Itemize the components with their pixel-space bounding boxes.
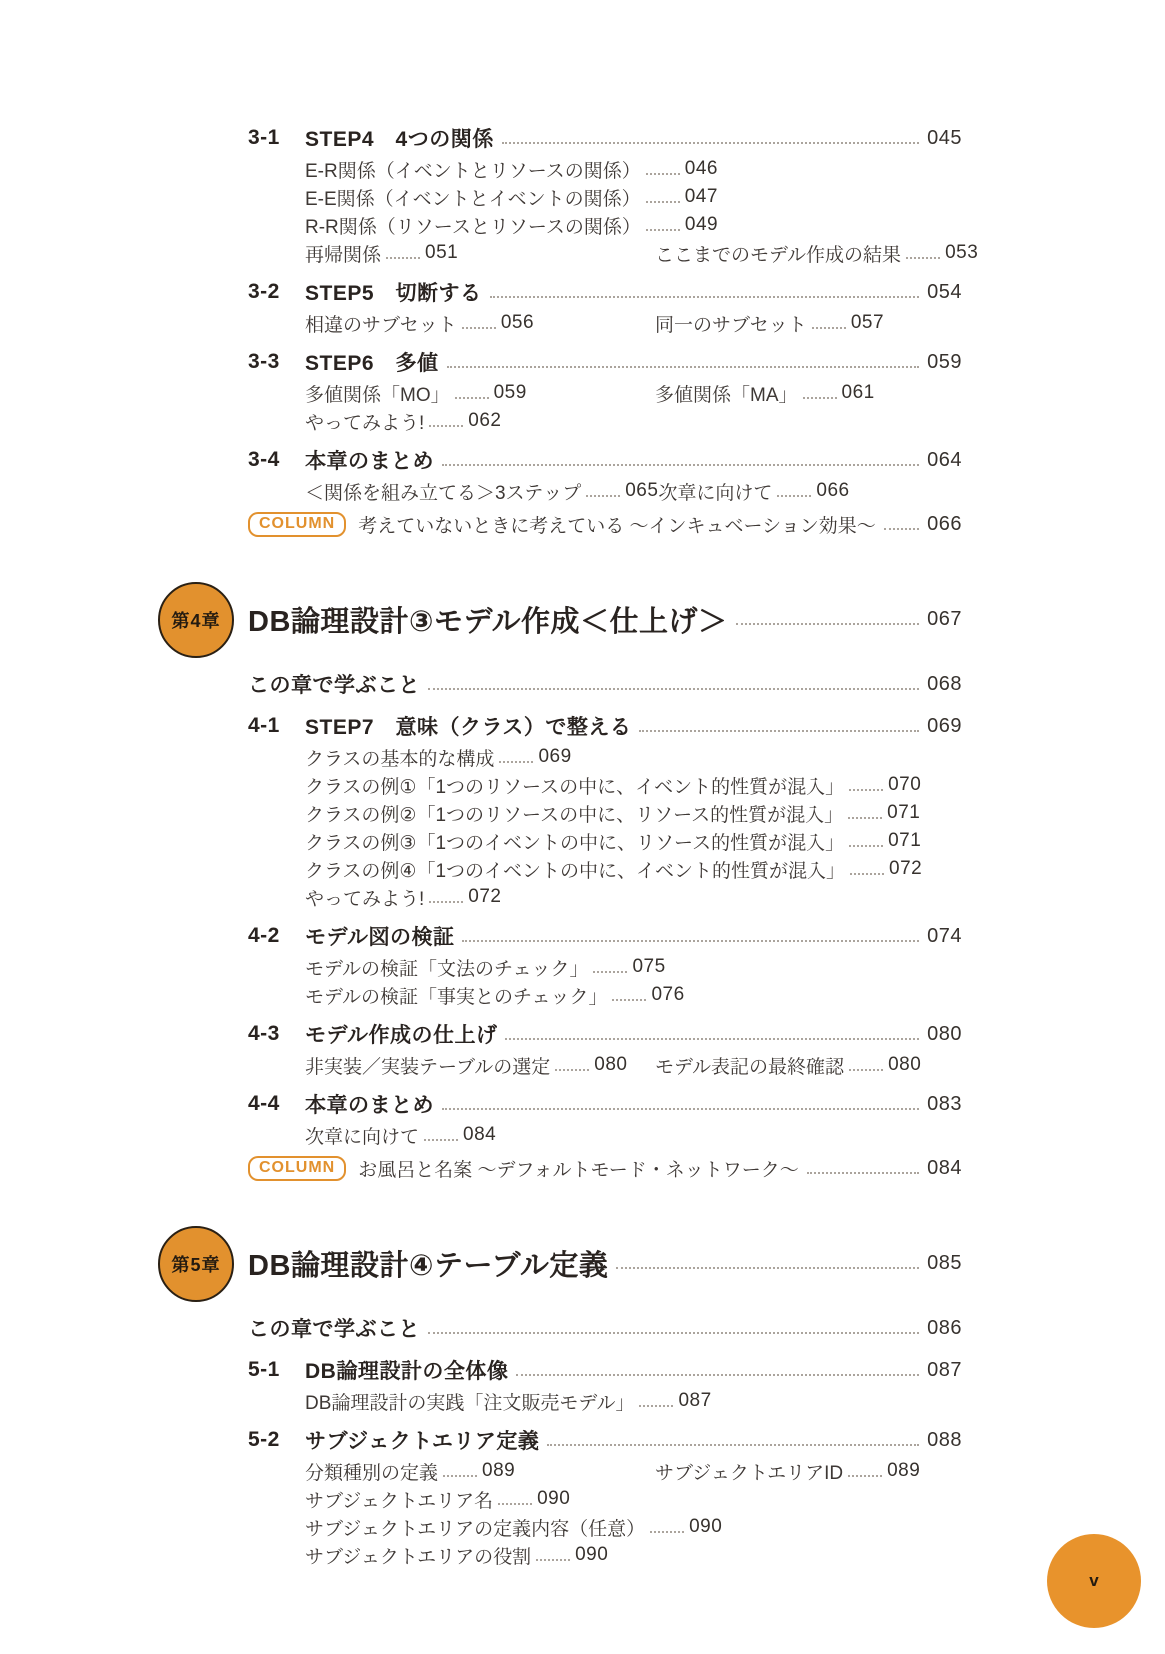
subentry-page-number: 087 bbox=[678, 1390, 712, 1411]
subentry-page-number: 090 bbox=[575, 1544, 609, 1565]
toc-subentry bbox=[305, 1458, 655, 1485]
section-number: 4-3 bbox=[248, 1022, 280, 1045]
toc-subentry-row bbox=[248, 982, 962, 1008]
toc-subentry-row bbox=[248, 884, 962, 910]
dotted-leader bbox=[586, 495, 620, 497]
toc-subentry-row bbox=[248, 156, 962, 182]
section-title: モデル作成の仕上げ bbox=[305, 1024, 498, 1047]
dotted-leader bbox=[812, 327, 846, 329]
subentry-title: 非実装／実装テーブルの選定 bbox=[305, 1056, 551, 1078]
subentry-page-number: 075 bbox=[632, 956, 666, 977]
dotted-leader bbox=[442, 1108, 919, 1110]
section-title: STEP6 多値 bbox=[305, 352, 439, 375]
toc-subentry-row bbox=[248, 240, 979, 266]
subentry-title: クラスの例④「1つのイベントの中に、イベント的性質が混入」 bbox=[305, 860, 846, 882]
dotted-leader bbox=[849, 1069, 883, 1071]
dotted-leader bbox=[646, 173, 680, 175]
dotted-leader bbox=[639, 1405, 673, 1407]
subentry-title: 次章に向けて bbox=[658, 482, 773, 504]
subentry-page-number: 089 bbox=[482, 1460, 516, 1481]
subentry-title: クラスの例②「1つのリソースの中に、リソース的性質が混入」 bbox=[305, 804, 844, 826]
toc-subentry-row bbox=[248, 1486, 962, 1512]
toc-subentry bbox=[655, 310, 884, 337]
subentry-page-number: 071 bbox=[887, 802, 921, 823]
dotted-leader bbox=[848, 817, 882, 819]
toc-section-row bbox=[248, 346, 962, 378]
toc-subentry-row bbox=[248, 828, 962, 854]
toc-subentry-row bbox=[248, 856, 962, 882]
chapter-title: DB論理設計③モデル作成＜仕上げ＞ bbox=[248, 605, 728, 638]
section-number: 3-1 bbox=[248, 126, 280, 149]
toc-subentry-row bbox=[248, 1122, 962, 1148]
section-number: 3-2 bbox=[248, 280, 280, 303]
subentry-page-number: 084 bbox=[463, 1124, 497, 1145]
subentry-title: やってみよう! bbox=[305, 888, 425, 910]
subentry-title: 多値関係「MA」 bbox=[655, 384, 798, 406]
subentry-title: E-E関係（イベントとイベントの関係） bbox=[305, 188, 641, 210]
section-title: 本章のまとめ bbox=[305, 450, 434, 473]
subentry-title: モデル表記の最終確認 bbox=[655, 1056, 845, 1078]
section-number: 3-3 bbox=[248, 350, 280, 373]
toc-subentry-row bbox=[248, 478, 962, 504]
chapter-title: DB論理設計④テーブル定義 bbox=[248, 1249, 609, 1282]
toc-subentry bbox=[305, 212, 718, 239]
toc-subentry-row bbox=[248, 800, 962, 826]
dotted-leader bbox=[447, 366, 920, 368]
toc-subentry-row bbox=[248, 184, 962, 210]
section-title: STEP4 4つの関係 bbox=[305, 128, 494, 151]
dotted-leader bbox=[646, 201, 680, 203]
toc-subentry bbox=[305, 1542, 608, 1569]
section-title: STEP7 意味（クラス）で整える bbox=[305, 716, 632, 739]
learn-page-number: 086 bbox=[927, 1316, 962, 1339]
subentry-title: 再帰関係 bbox=[305, 244, 382, 266]
toc-subentry bbox=[305, 982, 685, 1009]
toc-subentry-row bbox=[248, 1052, 962, 1078]
subentry-page-number: 062 bbox=[468, 410, 502, 431]
dotted-leader bbox=[555, 1069, 589, 1071]
dotted-leader bbox=[499, 761, 533, 763]
toc-subentry-row bbox=[248, 310, 962, 336]
subentry-page-number: 057 bbox=[850, 312, 885, 333]
toc-subentry bbox=[305, 800, 920, 827]
dotted-leader bbox=[547, 1444, 919, 1446]
learn-title: この章で学ぶこと bbox=[248, 674, 420, 697]
subentry-page-number: 076 bbox=[651, 984, 685, 1005]
section-page-number: 064 bbox=[927, 448, 962, 471]
subentry-page-number: 053 bbox=[945, 242, 979, 263]
toc-subentry bbox=[305, 828, 921, 855]
toc-section-row bbox=[248, 710, 962, 742]
dotted-leader bbox=[428, 1332, 919, 1334]
subentry-title: クラスの基本的な構成 bbox=[305, 748, 495, 770]
subentry-title: 相違のサブセット bbox=[305, 314, 457, 336]
toc-subentry bbox=[305, 1122, 496, 1149]
subentry-title: 分類種別の定義 bbox=[305, 1462, 439, 1484]
subentry-page-number: 080 bbox=[888, 1054, 922, 1075]
toc-section-row bbox=[248, 1088, 962, 1120]
toc-section-row bbox=[248, 1424, 962, 1456]
toc-section-row bbox=[248, 1354, 962, 1386]
dotted-leader bbox=[455, 397, 489, 399]
subentry-page-number: 046 bbox=[684, 158, 718, 179]
dotted-leader bbox=[462, 327, 496, 329]
column-title: 考えていないときに考えている ～インキュベーション効果～ bbox=[358, 515, 876, 537]
chapter-badge: 第4章 bbox=[158, 582, 234, 658]
toc-column-row bbox=[248, 508, 962, 540]
toc-section-row bbox=[248, 276, 962, 308]
toc-subentry-row bbox=[248, 1514, 962, 1540]
section-page-number: 069 bbox=[927, 714, 962, 737]
subentry-title: 多値関係「MO」 bbox=[305, 384, 450, 406]
subentry-page-number: 056 bbox=[500, 312, 535, 333]
toc bbox=[171, 112, 979, 1570]
column-badge: COLUMN bbox=[248, 1156, 346, 1181]
toc-subentry bbox=[305, 478, 658, 505]
dotted-leader bbox=[490, 296, 920, 298]
toc-learn-row bbox=[248, 1312, 962, 1344]
dotted-leader bbox=[807, 1172, 919, 1174]
dotted-leader bbox=[612, 999, 646, 1001]
subentry-page-number: 072 bbox=[889, 858, 923, 879]
section-page-number: 054 bbox=[927, 280, 962, 303]
dotted-leader bbox=[442, 464, 919, 466]
toc-subentry-row bbox=[248, 772, 962, 798]
chapter-page-number: 067 bbox=[927, 607, 962, 630]
dotted-leader bbox=[516, 1374, 919, 1376]
section-page-number: 087 bbox=[927, 1358, 962, 1381]
toc-subentry-row bbox=[248, 1542, 962, 1568]
dotted-leader bbox=[616, 1267, 919, 1269]
section-page-number: 074 bbox=[927, 924, 962, 947]
dotted-leader bbox=[593, 971, 627, 973]
section-title: DB論理設計の全体像 bbox=[305, 1360, 509, 1383]
dotted-leader bbox=[424, 1139, 458, 1141]
subentry-page-number: 047 bbox=[684, 186, 718, 207]
toc-subentry-row bbox=[248, 744, 962, 770]
dotted-leader bbox=[736, 623, 920, 625]
dotted-leader bbox=[386, 257, 420, 259]
dotted-leader bbox=[429, 425, 463, 427]
toc-subentry-row bbox=[248, 212, 962, 238]
dotted-leader bbox=[502, 142, 919, 144]
chapter-badge: 第5章 bbox=[158, 1226, 234, 1302]
subentry-page-number: 069 bbox=[538, 746, 572, 767]
toc-subentry bbox=[305, 1514, 722, 1541]
column-badge: COLUMN bbox=[248, 512, 346, 537]
subentry-title: モデルの検証「事実とのチェック」 bbox=[305, 986, 608, 1008]
toc-subentry bbox=[305, 772, 921, 799]
section-number: 4-1 bbox=[248, 714, 280, 737]
toc-subentry bbox=[305, 184, 718, 211]
toc-subentry bbox=[655, 1052, 921, 1079]
dotted-leader bbox=[850, 873, 884, 875]
section-page-number: 083 bbox=[927, 1092, 962, 1115]
dotted-leader bbox=[646, 229, 680, 231]
subentry-page-number: 090 bbox=[537, 1488, 571, 1509]
toc-subentry bbox=[305, 744, 572, 771]
subentry-title: サブジェクトエリアID bbox=[655, 1462, 844, 1484]
subentry-title: DB論理設計の実践「注文販売モデル」 bbox=[305, 1392, 635, 1414]
toc-learn-row bbox=[248, 668, 962, 700]
page-number-label: v bbox=[1089, 1571, 1099, 1590]
toc-subentry bbox=[655, 240, 978, 267]
dotted-leader bbox=[443, 1475, 477, 1477]
toc-subentry-row bbox=[248, 380, 962, 406]
toc-subentry bbox=[305, 1388, 712, 1415]
subentry-title: クラスの例①「1つのリソースの中に、イベント的性質が混入」 bbox=[305, 776, 845, 798]
chapter-page-number: 085 bbox=[927, 1251, 962, 1274]
subentry-page-number: 090 bbox=[689, 1516, 723, 1537]
section-title: サブジェクトエリア定義 bbox=[305, 1430, 540, 1453]
subentry-title: 同一のサブセット bbox=[655, 314, 807, 336]
dotted-leader bbox=[428, 688, 919, 690]
toc-subentry-row bbox=[248, 1388, 962, 1414]
subentry-title: サブジェクトエリアの役割 bbox=[305, 1546, 532, 1568]
toc-subentry bbox=[305, 884, 501, 911]
section-number: 5-1 bbox=[248, 1358, 280, 1381]
subentry-page-number: 061 bbox=[841, 382, 875, 403]
dotted-leader bbox=[639, 730, 919, 732]
subentry-title: ここまでのモデル作成の結果 bbox=[655, 244, 902, 266]
toc-section-row bbox=[248, 1018, 962, 1050]
toc-subentry bbox=[305, 408, 501, 435]
section-page-number: 080 bbox=[927, 1022, 962, 1045]
section-page-number: 059 bbox=[927, 350, 962, 373]
toc-subentry bbox=[658, 478, 849, 505]
toc-section-row bbox=[248, 122, 962, 154]
subentry-page-number: 080 bbox=[594, 1054, 628, 1075]
toc-subentry bbox=[305, 240, 655, 267]
toc-chapter-row bbox=[171, 580, 962, 658]
subentry-title: 次章に向けて bbox=[305, 1126, 420, 1148]
subentry-page-number: 072 bbox=[468, 886, 502, 907]
toc-subentry bbox=[305, 1486, 570, 1513]
dotted-leader bbox=[536, 1559, 570, 1561]
toc-subentry bbox=[305, 310, 655, 337]
dotted-leader bbox=[849, 789, 883, 791]
subentry-title: やってみよう! bbox=[305, 412, 425, 434]
dotted-leader bbox=[803, 397, 837, 399]
subentry-title: サブジェクトエリア名 bbox=[305, 1490, 494, 1512]
toc-column-row bbox=[248, 1152, 962, 1184]
subentry-page-number: 059 bbox=[493, 382, 527, 403]
subentry-page-number: 049 bbox=[684, 214, 719, 235]
toc-subentry bbox=[305, 156, 718, 183]
section-number: 4-2 bbox=[248, 924, 280, 947]
section-page-number: 088 bbox=[927, 1428, 962, 1451]
subentry-page-number: 051 bbox=[425, 242, 459, 263]
toc-subentry bbox=[305, 954, 666, 981]
section-title: 本章のまとめ bbox=[305, 1094, 434, 1117]
toc-subentry bbox=[655, 380, 875, 407]
subentry-page-number: 071 bbox=[888, 830, 922, 851]
subentry-title: R-R関係（リソースとリソースの関係） bbox=[305, 216, 641, 238]
section-page-number: 045 bbox=[927, 126, 962, 149]
section-number: 5-2 bbox=[248, 1428, 280, 1451]
subentry-title: クラスの例③「1つのイベントの中に、リソース的性質が混入」 bbox=[305, 832, 845, 854]
dotted-leader bbox=[505, 1038, 919, 1040]
toc-subentry-row bbox=[248, 1458, 962, 1484]
learn-page-number: 068 bbox=[927, 672, 962, 695]
subentry-page-number: 089 bbox=[887, 1460, 921, 1481]
toc-subentry-row bbox=[248, 408, 962, 434]
subentry-title: モデルの検証「文法のチェック」 bbox=[305, 958, 589, 980]
toc-section-row bbox=[248, 444, 962, 476]
toc-subentry bbox=[305, 856, 922, 883]
dotted-leader bbox=[906, 257, 940, 259]
section-number: 4-4 bbox=[248, 1092, 280, 1115]
toc-subentry bbox=[305, 1052, 655, 1079]
subentry-page-number: 066 bbox=[816, 480, 850, 501]
section-title: STEP5 切断する bbox=[305, 282, 482, 305]
subentry-title: サブジェクトエリアの定義内容（任意） bbox=[305, 1518, 646, 1540]
column-page-number: 066 bbox=[927, 512, 962, 535]
column-title: お風呂と名案 ～デフォルトモード・ネットワーク～ bbox=[358, 1159, 799, 1181]
page-number-badge bbox=[1047, 1534, 1141, 1628]
dotted-leader bbox=[848, 1475, 882, 1477]
section-title: モデル図の検証 bbox=[305, 926, 455, 949]
subentry-page-number: 070 bbox=[888, 774, 922, 795]
subentry-title: ＜関係を組み立てる＞3ステップ bbox=[305, 482, 582, 504]
toc-chapter-row bbox=[171, 1224, 962, 1302]
dotted-leader bbox=[498, 1503, 532, 1505]
dotted-leader bbox=[429, 901, 463, 903]
section-number: 3-4 bbox=[248, 448, 280, 471]
dotted-leader bbox=[849, 845, 883, 847]
toc-subentry-row bbox=[248, 954, 962, 980]
toc-subentry bbox=[305, 380, 655, 407]
column-page-number: 084 bbox=[927, 1156, 962, 1179]
toc-section-row bbox=[248, 920, 962, 952]
subentry-title: E-R関係（イベントとリソースの関係） bbox=[305, 160, 641, 182]
dotted-leader bbox=[650, 1531, 684, 1533]
dotted-leader bbox=[462, 940, 919, 942]
learn-title: この章で学ぶこと bbox=[248, 1318, 420, 1341]
dotted-leader bbox=[884, 528, 919, 530]
subentry-page-number: 065 bbox=[625, 480, 659, 501]
toc-subentry bbox=[655, 1458, 920, 1485]
dotted-leader bbox=[777, 495, 811, 497]
